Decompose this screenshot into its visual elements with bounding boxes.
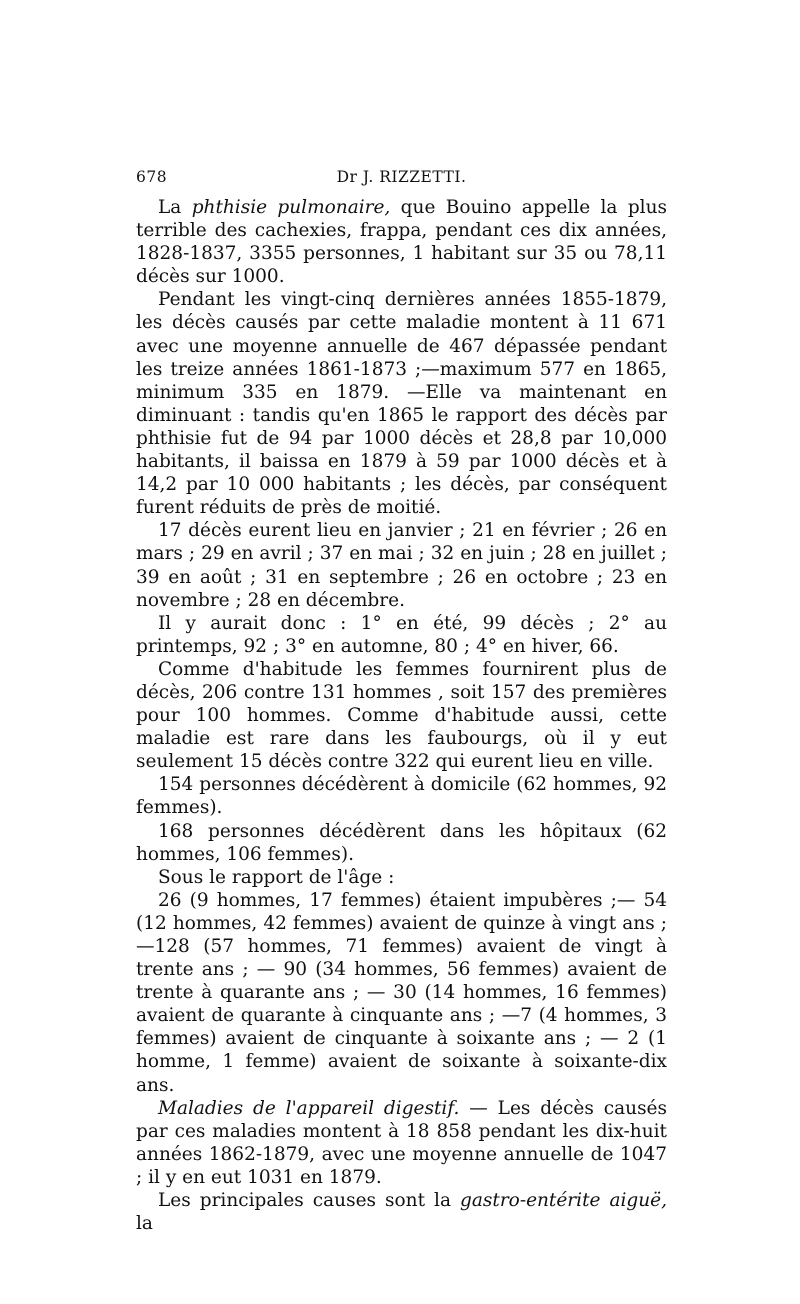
paragraph-appareil-digestif [136, 1097, 667, 1189]
paragraph-text: — Les décès causés par ces maladies montent à 18 858 pendant les dix-huit années 1862-1879, avec une moyenne annuelle de 1047 ; il y en eut 1031 en 1879. [136, 1097, 668, 1188]
paragraph-phthisie [136, 196, 667, 288]
body-text [136, 196, 667, 1235]
paragraph-text: la [136, 1213, 153, 1235]
page-number: 678 [136, 168, 168, 186]
paragraph-age-intro: Sous le rapport de l'âge : [158, 866, 395, 888]
italic-term: gastro-entérite aiguë, [460, 1190, 668, 1212]
paragraph-hopitaux: 168 personnes décédèrent dans les hôpitaux (62 hommes, 106 femmes). [136, 820, 667, 865]
italic-term: phthisie pulmonaire, [191, 197, 391, 218]
paragraph-text: que Bouino appelle la plus terrible des cachexies, frappa, pendant ces dix années, 1828-1837, 3355 personnes, 1 habitant sur 35 ou 78,11 décès sur 1000. [136, 197, 667, 288]
section-heading-italic: Maladies de l'appareil digestif. [158, 1097, 460, 1119]
paragraph-principales-causes [136, 1189, 667, 1235]
paragraph-lead: Les principales causes sont la [158, 1190, 451, 1212]
paragraph-mois: 17 décès eurent lieu en janvier ; 21 en février ; 26 en mars ; 29 en avril ; 37 en mai ; 32 en juin ; 28 en juillet ; 39 en août ; 31 en septembre ; 26 en octobre ; 23 en novembre ; 28 en décembre. [136, 520, 667, 611]
paragraph-ages: 26 (9 hommes, 17 femmes) étaient impubères ;— 54 (12 hommes, 42 femmes) avaient de quinze à vingt ans ;—128 (57 hommes, 71 femmes) avaient de vingt à trente ans ; — 90 (34 hommes, 56 femmes) avaient de trente à quarante ans ; — 30 (14 hommes, 16 femmes) avaient de quarante à cinquante ans ; —7 (4 hommes, 3 femmes) avaient de cinquante à soixante ans ; — 2 (1 homme, 1 femme) avaient de soixante à soixante-dix ans. [136, 889, 667, 1096]
paragraph-saisons: Il y aurait donc : 1° en été, 99 décès ; 2° au printemps, 92 ; 3° en automne, 80 ; 4° en hiver, 66. [136, 612, 667, 657]
running-title-author: Dr J. RIZZETTI. [336, 168, 467, 186]
paragraph-sexes: Comme d'habitude les femmes fournirent plus de décès, 206 contre 131 hommes , soit 157 des premières pour 100 hommes. Comme d'habitude aussi, cette maladie est rare dans les faubourgs, où il y eut seulement 15 décès contre 322 qui eurent lieu en ville. [136, 658, 667, 773]
paragraph-vingt-cinq-annees: Pendant les vingt-cinq dernières années 1855-1879, les décès causés par cette maladie montent à 11 671 avec une moyenne annuelle de 467 dépassée pendant les treize années 1861-1873 ;—maximum 577 en 1865, minimum 335 en 1879. —Elle va maintenant en diminuant : tandis qu'en 1865 le rapport des décès par phthisie fut de 94 par 1000 décès et 28,8 par 10,000 habitants, il baissa en 1879 à 59 par 1000 décès et à 14,2 par 10 000 habitants ; les décès, par conséquent furent réduits de près de moitié. [136, 289, 667, 519]
running-head [136, 168, 667, 192]
paragraph-lead: La [158, 197, 182, 218]
book-page [136, 168, 667, 1235]
paragraph-domicile: 154 personnes décédèrent à domicile (62 hommes, 92 femmes). [136, 774, 667, 819]
